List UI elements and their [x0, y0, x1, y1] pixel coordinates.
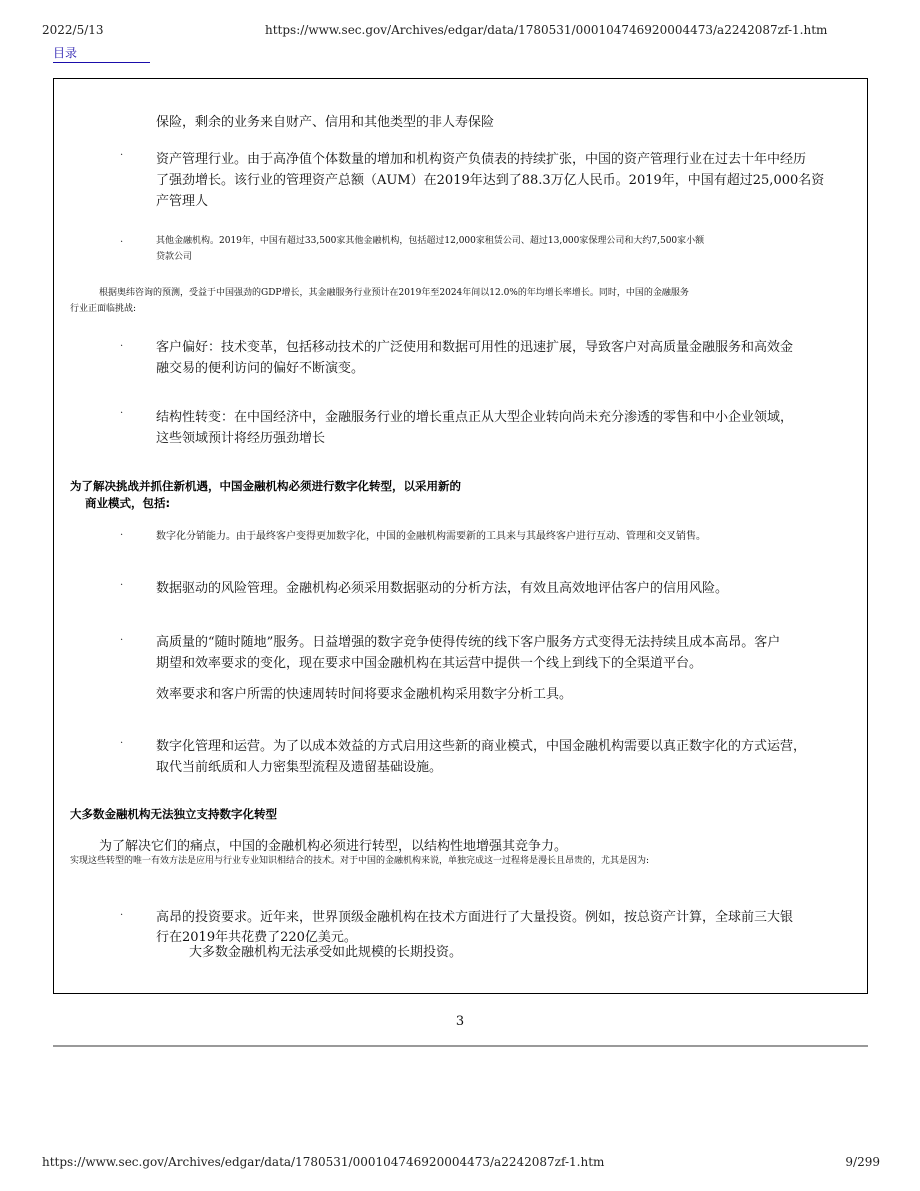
print-footer-url: https://www.sec.gov/Archives/edgar/data/1780531/000104746920004473/a2242087zf-1.htm: [42, 1155, 605, 1169]
forecast-line-1: 根据奥纬咨询的预测，受益于中国强劲的GDP增长，其金融服务行业预计在2019年至2024年间以12.0%的年均增长率增长。同时，中国的金融服务: [99, 288, 689, 298]
data-risk-text: 数据驱动的风险管理。金融机构必须采用数据驱动的分析方法，有效且高效地评估客户的信用风险。: [156, 581, 729, 596]
bullet: ·: [120, 408, 124, 419]
bullet: ·: [120, 635, 124, 646]
print-page-count: 9/299: [845, 1155, 880, 1169]
other-fin-line-1: 其他金融机构。2019年，中国有超过33,500家其他金融机构，包括超过12,000家租赁公司、超过13,000家保理公司和大约7,500家小额: [156, 236, 705, 246]
customer-pref-line-2: 融交易的便利访问的偏好不断演变。: [156, 361, 365, 376]
asset-mgmt-line-2: 了强劲增长。该行业的管理资产总额（AUM）在2019年达到了88.3万亿人民币。2019年，中国有超过25,000名资: [156, 173, 825, 188]
section-heading-2: 大多数金融机构无法独立支持数字化转型: [70, 807, 277, 821]
bullet: ·: [120, 150, 124, 161]
structural-line-1: 结构性转变：在中国经济中，金融服务行业的增长重点正从大型企业转向尚未充分渗透的零售和中小企业领域，: [156, 410, 794, 425]
pain-points-text: 为了解决它们的痛点，中国的金融机构必须进行转型，以结构性地增强其竞争力。: [99, 839, 568, 854]
section-heading-1-line-1: 为了解决挑战并抓住新机遇，中国金融机构必须进行数字化转型，以采用新的: [70, 479, 461, 493]
investment-line-1: 高昂的投资要求。近年来，世界顶级金融机构在技术方面进行了大量投资。例如，按总资产计算，全球前三大银: [156, 910, 794, 925]
high-quality-line-2: 期望和效率要求的变化，现在要求中国金融机构在其运营中提供一个线上到线下的全渠道平台。: [156, 656, 703, 671]
page-divider: [53, 1045, 868, 1047]
structural-line-2: 这些领域预计将经历强劲增长: [156, 431, 326, 446]
bullet: ·: [120, 580, 124, 591]
digital-ops-line-1: 数字化管理和运营。为了以成本效益的方式启用这些新的商业模式，中国金融机构需要以真正数字化的方式运营，: [156, 739, 807, 754]
print-date: 2022/5/13: [42, 23, 104, 37]
high-quality-line-1: 高质量的“随时随地”服务。日益增强的数字竞争使得传统的线下客户服务方式变得无法持续且成本高昂。客户: [156, 635, 781, 650]
bullet: ·: [120, 341, 124, 352]
digital-distribution-text: 数字化分销能力。由于最终客户变得更加数字化，中国的金融机构需要新的工具来与其最终客户进行互动、管理和交叉销售。: [156, 531, 706, 542]
bullet: ·: [120, 530, 124, 541]
toc-link[interactable]: 目录: [53, 44, 150, 63]
bullet: ·: [120, 910, 124, 921]
section-heading-1-line-2: 商业模式，包括:: [85, 496, 171, 510]
asset-mgmt-line-3: 产管理人: [156, 194, 209, 209]
digital-ops-line-2: 取代当前纸质和人力密集型流程及遗留基础设施。: [156, 760, 443, 775]
page-number: 3: [455, 1014, 465, 1029]
bullet: ·: [120, 738, 124, 749]
insurance-tail-text: 保险，剩余的业务来自财产、信用和其他类型的非人寿保险: [156, 115, 495, 130]
asset-mgmt-line-1: 资产管理行业。由于高净值个体数量的增加和机构资产负债表的持续扩张，中国的资产管理行业在过去十年中经历: [156, 152, 807, 167]
only-way-text: 实现这些转型的唯一有效方法是应用与行业专业知识相结合的技术。对于中国的金融机构来说，单独完成这一过程将是漫长且昂贵的，尤其是因为:: [70, 856, 650, 866]
investment-line-2: 行在2019年共花费了220亿美元。: [156, 930, 357, 945]
efficiency-text: 效率要求和客户所需的快速周转时间将要求金融机构采用数字分析工具。: [156, 687, 573, 702]
forecast-line-2: 行业正面临挑战:: [70, 304, 137, 314]
cannot-afford-text: 大多数金融机构无法承受如此规模的长期投资。: [189, 945, 463, 960]
other-fin-line-2: 贷款公司: [156, 252, 193, 262]
bullet: ·: [120, 237, 124, 248]
print-header-url: https://www.sec.gov/Archives/edgar/data/1780531/000104746920004473/a2242087zf-1.htm: [265, 23, 828, 37]
customer-pref-line-1: 客户偏好：技术变革，包括移动技术的广泛使用和数据可用性的迅速扩展，导致客户对高质量金融服务和高效金: [156, 340, 794, 355]
